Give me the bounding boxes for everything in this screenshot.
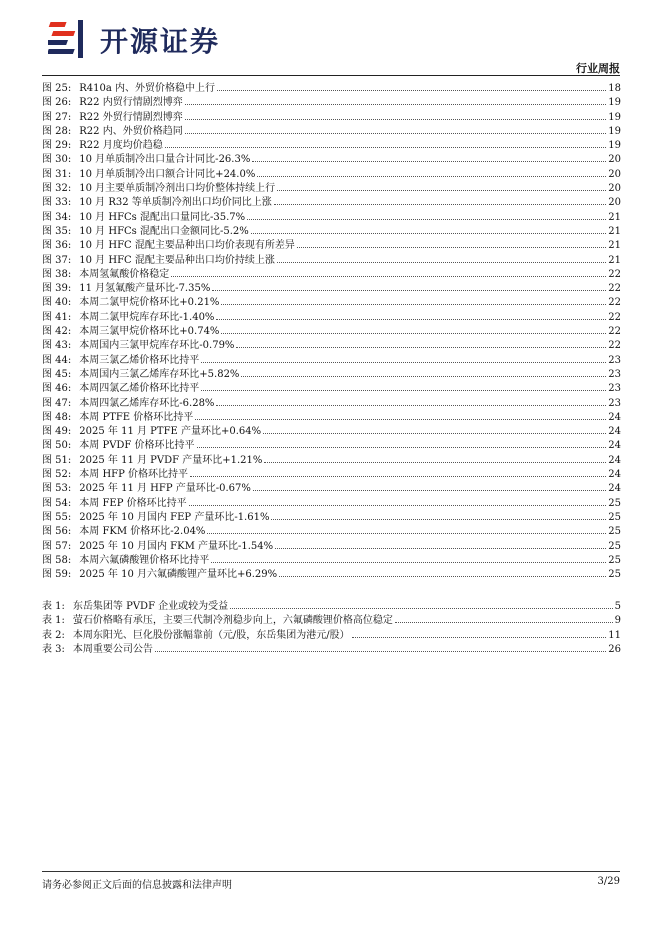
entry-title: R22 外贸行情剧烈博弈 — [79, 111, 183, 123]
entry-label: 图 52: — [42, 469, 72, 481]
entry-label: 图 37: — [42, 254, 72, 266]
entry-page: 24 — [608, 411, 621, 423]
kaiyuan-logo-icon — [48, 18, 94, 62]
dot-leader — [171, 276, 606, 277]
figure-entry[interactable] — [42, 111, 621, 125]
page-header — [0, 0, 662, 80]
entry-label: 图 36: — [42, 240, 72, 252]
dot-leader — [271, 519, 606, 520]
figure-entry[interactable] — [42, 125, 621, 139]
dot-leader — [201, 390, 606, 391]
figure-entry[interactable] — [42, 497, 621, 511]
entry-title: 东岳集团等 PVDF 企业或较为受益 — [72, 601, 229, 612]
entry-label: 图 25: — [42, 83, 72, 94]
entry-label: 图 49: — [42, 426, 72, 438]
dot-leader — [211, 562, 606, 563]
figure-entry[interactable] — [42, 211, 621, 225]
entry-page: 23 — [608, 397, 621, 409]
dot-leader — [241, 376, 606, 377]
entry-label: 图 28: — [42, 125, 72, 137]
entry-title: 10 月 HFCs 混配出口量同比-35.7% — [79, 211, 246, 223]
dot-leader — [257, 176, 606, 177]
entry-label: 图 31: — [42, 168, 72, 180]
dot-leader — [155, 651, 606, 652]
dot-leader — [253, 490, 606, 491]
entry-label: 表 2: — [42, 629, 65, 641]
dot-leader — [221, 304, 606, 305]
entry-page: 19 — [608, 125, 621, 137]
entry-title: 10 月 R32 等单质制冷剂出口均价同比上涨 — [79, 197, 272, 209]
dot-leader — [274, 204, 606, 205]
figure-entry[interactable] — [42, 96, 621, 110]
entry-page: 24 — [608, 469, 621, 481]
entry-title: 10 月 HFC 混配主要品种出口均价持续上涨 — [79, 254, 275, 266]
figure-entry[interactable] — [42, 468, 621, 482]
entry-title: 10 月单质制冷出口额合计同比+24.0% — [79, 168, 256, 180]
entry-page: 25 — [608, 554, 621, 566]
entry-label: 图 43: — [42, 340, 72, 352]
entry-label: 图 26: — [42, 97, 72, 109]
figure-entry[interactable] — [42, 540, 621, 554]
figure-entry[interactable] — [42, 254, 621, 268]
figure-entry[interactable] — [42, 296, 621, 310]
entry-label: 图 51: — [42, 454, 72, 466]
entry-page: 19 — [608, 97, 621, 109]
entry-title: 本周 FEP 价格环比持平 — [79, 497, 187, 509]
dot-leader — [195, 419, 606, 420]
dot-leader — [165, 147, 607, 148]
footer-divider — [42, 871, 620, 872]
entry-page: 18 — [608, 83, 621, 94]
entry-page: 5 — [614, 601, 621, 612]
entry-page: 21 — [608, 240, 621, 252]
dot-leader — [185, 133, 607, 134]
entry-page: 23 — [608, 354, 621, 366]
entry-page: 24 — [608, 440, 621, 452]
entry-label: 图 35: — [42, 225, 72, 237]
entry-label: 图 58: — [42, 554, 72, 566]
dot-leader — [216, 405, 606, 406]
entry-title: 本周四氯乙烯价格环比持平 — [79, 383, 200, 395]
entry-page: 24 — [608, 483, 621, 495]
entry-title: R22 内、外贸价格趋同 — [79, 125, 183, 137]
entry-page: 22 — [608, 297, 621, 309]
page-number: 3/29 — [597, 876, 620, 887]
figure-entry[interactable] — [42, 139, 621, 153]
entry-label: 图 39: — [42, 283, 72, 295]
entry-label: 图 41: — [42, 311, 72, 323]
entry-title: R22 内贸行情剧烈博弈 — [79, 97, 183, 109]
table-entry[interactable] — [42, 643, 621, 657]
company-logo — [48, 18, 248, 62]
entry-title: 本周国内三氯乙烯库存环比+5.82% — [79, 368, 240, 380]
entry-title: 2025 年 10 月国内 FKM 产量环比-1.54% — [79, 540, 274, 552]
dot-leader — [352, 637, 607, 638]
entry-title: 本周二氯甲烷价格环比+0.21% — [79, 297, 220, 309]
entry-title: 本周六氟磷酸锂价格环比持平 — [79, 554, 210, 566]
entry-page: 19 — [608, 140, 621, 152]
entry-page: 22 — [608, 268, 621, 280]
entry-page: 25 — [608, 526, 621, 538]
entry-title: 10 月 HFCs 混配出口金额同比-5.2% — [79, 225, 249, 237]
entry-label: 表 1: — [42, 615, 65, 627]
dot-leader — [263, 433, 606, 434]
header-divider — [42, 75, 620, 76]
entry-title: R22 月度均价趋稳 — [79, 140, 163, 152]
entry-title: 本周二氯甲烷库存环比-1.40% — [79, 311, 215, 323]
entry-page: 25 — [608, 511, 621, 523]
entry-label: 图 29: — [42, 140, 72, 152]
report-type: 行业周报 — [576, 62, 620, 75]
figure-list — [42, 82, 621, 582]
figure-entry[interactable] — [42, 454, 621, 468]
entry-title: 本周国内三氯甲烷库存环比-0.79% — [79, 340, 235, 352]
dot-leader — [185, 104, 607, 105]
entry-title: 本周四氯乙烯库存环比-6.28% — [79, 397, 215, 409]
entry-page: 20 — [608, 183, 621, 195]
figure-entry[interactable] — [42, 554, 621, 568]
entry-label: 图 47: — [42, 397, 72, 409]
entry-label: 图 50: — [42, 440, 72, 452]
figure-entry[interactable] — [42, 239, 621, 253]
figure-entry[interactable] — [42, 311, 621, 325]
dot-leader — [221, 333, 606, 334]
figure-entry[interactable] — [42, 225, 621, 239]
figure-entry[interactable] — [42, 354, 621, 368]
entry-page: 11 — [608, 629, 621, 641]
figure-entry[interactable] — [42, 268, 621, 282]
entry-label: 图 57: — [42, 540, 72, 552]
figure-entry[interactable] — [42, 196, 621, 210]
entry-label: 图 30: — [42, 154, 72, 166]
logo-wordmark: 开源证券 — [100, 25, 221, 58]
entry-label: 图 42: — [42, 326, 72, 338]
entry-label: 图 33: — [42, 197, 72, 209]
entry-page: 9 — [614, 615, 621, 627]
entry-title: 萤石价格略有承压，主要三代制冷剂稳步向上，六氟磷酸锂价格高位稳定 — [72, 615, 393, 627]
entry-label: 图 54: — [42, 497, 72, 509]
entry-page: 23 — [608, 368, 621, 380]
entry-label: 图 56: — [42, 526, 72, 538]
entry-label: 图 55: — [42, 511, 72, 523]
dot-leader — [197, 447, 607, 448]
entry-label: 图 27: — [42, 111, 72, 123]
entry-label: 图 46: — [42, 383, 72, 395]
figure-entry[interactable] — [42, 568, 621, 582]
entry-label: 图 53: — [42, 483, 72, 495]
dot-leader — [395, 622, 613, 623]
dot-leader — [230, 608, 612, 609]
figure-entry[interactable] — [42, 382, 621, 396]
entry-page: 25 — [608, 497, 621, 509]
dot-leader — [216, 319, 606, 320]
entry-page: 25 — [608, 540, 621, 552]
entry-title: 2025 年 10 月六氟磷酸锂产量环比+6.29% — [79, 569, 278, 581]
dot-leader — [279, 576, 606, 577]
entry-page: 23 — [608, 383, 621, 395]
entry-title: 10 月主要单质制冷剂出口均价整体持续上行 — [79, 183, 276, 195]
entry-page: 19 — [608, 111, 621, 123]
figure-entry[interactable] — [42, 168, 621, 182]
entry-page: 25 — [608, 569, 621, 581]
dot-leader — [277, 262, 606, 263]
entry-title: 本周三氯乙烯价格环比持平 — [79, 354, 200, 366]
figure-entry[interactable] — [42, 282, 621, 296]
figure-entry[interactable] — [42, 482, 621, 496]
figure-entry[interactable] — [42, 368, 621, 382]
dot-leader — [185, 119, 607, 120]
entry-title: 2025 年 10 月国内 FEP 产量环比-1.61% — [79, 511, 270, 523]
figure-entry[interactable] — [42, 511, 621, 525]
entry-title: 本周 HFP 价格环比持平 — [79, 469, 189, 481]
entry-title: 10 月 HFC 混配主要品种出口均价表现有所差异 — [79, 240, 295, 252]
entry-page: 20 — [608, 197, 621, 209]
entry-title: 2025 年 11 月 HFP 产量环比-0.67% — [79, 483, 251, 495]
entry-title: 本周 PVDF 价格环比持平 — [79, 440, 195, 452]
entry-page: 22 — [608, 311, 621, 323]
entry-page: 24 — [608, 426, 621, 438]
dot-leader — [251, 233, 606, 234]
entry-label: 表 1: — [42, 601, 65, 612]
entry-title: 2025 年 11 月 PTFE 产量环比+0.64% — [79, 426, 262, 438]
entry-page: 22 — [608, 340, 621, 352]
entry-page: 21 — [608, 225, 621, 237]
entry-label: 图 32: — [42, 183, 72, 195]
entry-label: 图 44: — [42, 354, 72, 366]
dot-leader — [212, 290, 606, 291]
figure-entry[interactable] — [42, 425, 621, 439]
entry-title: 本周 FKM 价格环比-2.04% — [79, 526, 206, 538]
dot-leader — [297, 247, 606, 248]
figure-entry[interactable] — [42, 439, 621, 453]
table-entry[interactable] — [42, 600, 621, 614]
dot-leader — [247, 219, 606, 220]
entry-page: 22 — [608, 326, 621, 338]
entry-title: 11 月氢氟酸产量环比-7.35% — [79, 283, 211, 295]
entry-label: 图 59: — [42, 569, 72, 581]
table-list — [42, 600, 621, 657]
figure-entry[interactable] — [42, 525, 621, 539]
table-entry[interactable] — [42, 629, 621, 643]
dot-leader — [252, 161, 606, 162]
entry-page: 22 — [608, 283, 621, 295]
entry-page: 26 — [608, 643, 621, 655]
entry-page: 21 — [608, 254, 621, 266]
figure-entry[interactable] — [42, 153, 621, 167]
entry-label: 图 48: — [42, 411, 72, 423]
entry-title: 10 月单质制冷出口量合计同比-26.3% — [79, 154, 251, 166]
entry-label: 图 38: — [42, 268, 72, 280]
entry-title: R410a 内、外贸价格稳中上行 — [79, 83, 216, 94]
entry-label: 图 45: — [42, 368, 72, 380]
dot-leader — [217, 90, 606, 91]
dot-leader — [264, 462, 606, 463]
dot-leader — [277, 190, 606, 191]
entry-label: 图 34: — [42, 211, 72, 223]
table-entry[interactable] — [42, 614, 621, 628]
entry-page: 20 — [608, 168, 621, 180]
entry-label: 图 40: — [42, 297, 72, 309]
dot-leader — [275, 548, 606, 549]
entry-title: 本周氢氟酸价格稳定 — [79, 268, 170, 280]
entry-page: 24 — [608, 454, 621, 466]
figure-entry[interactable] — [42, 325, 621, 339]
figure-entry[interactable] — [42, 397, 621, 411]
figure-entry[interactable] — [42, 182, 621, 196]
dot-leader — [189, 505, 607, 506]
dot-leader — [190, 476, 606, 477]
entry-label: 表 3: — [42, 643, 65, 655]
dot-leader — [207, 533, 606, 534]
entry-title: 2025 年 11 月 PVDF 产量环比+1.21% — [79, 454, 263, 466]
figure-entry[interactable] — [42, 411, 621, 425]
figure-entry[interactable] — [42, 339, 621, 353]
entry-title: 本周三氯甲烷价格环比+0.74% — [79, 326, 220, 338]
entry-title: 本周 PTFE 价格环比持平 — [79, 411, 194, 423]
figure-entry[interactable] — [42, 82, 621, 96]
entry-title: 本周重要公司公告 — [72, 643, 153, 655]
dot-leader — [236, 347, 606, 348]
entry-title: 本周东阳光、巨化股份涨幅靠前（元/股，东岳集团为港元/股） — [72, 629, 350, 641]
entry-page: 20 — [608, 154, 621, 166]
entry-page: 21 — [608, 211, 621, 223]
dot-leader — [201, 362, 606, 363]
footer-disclaimer: 请务必参阅正文后面的信息披露和法律声明 — [42, 880, 232, 891]
